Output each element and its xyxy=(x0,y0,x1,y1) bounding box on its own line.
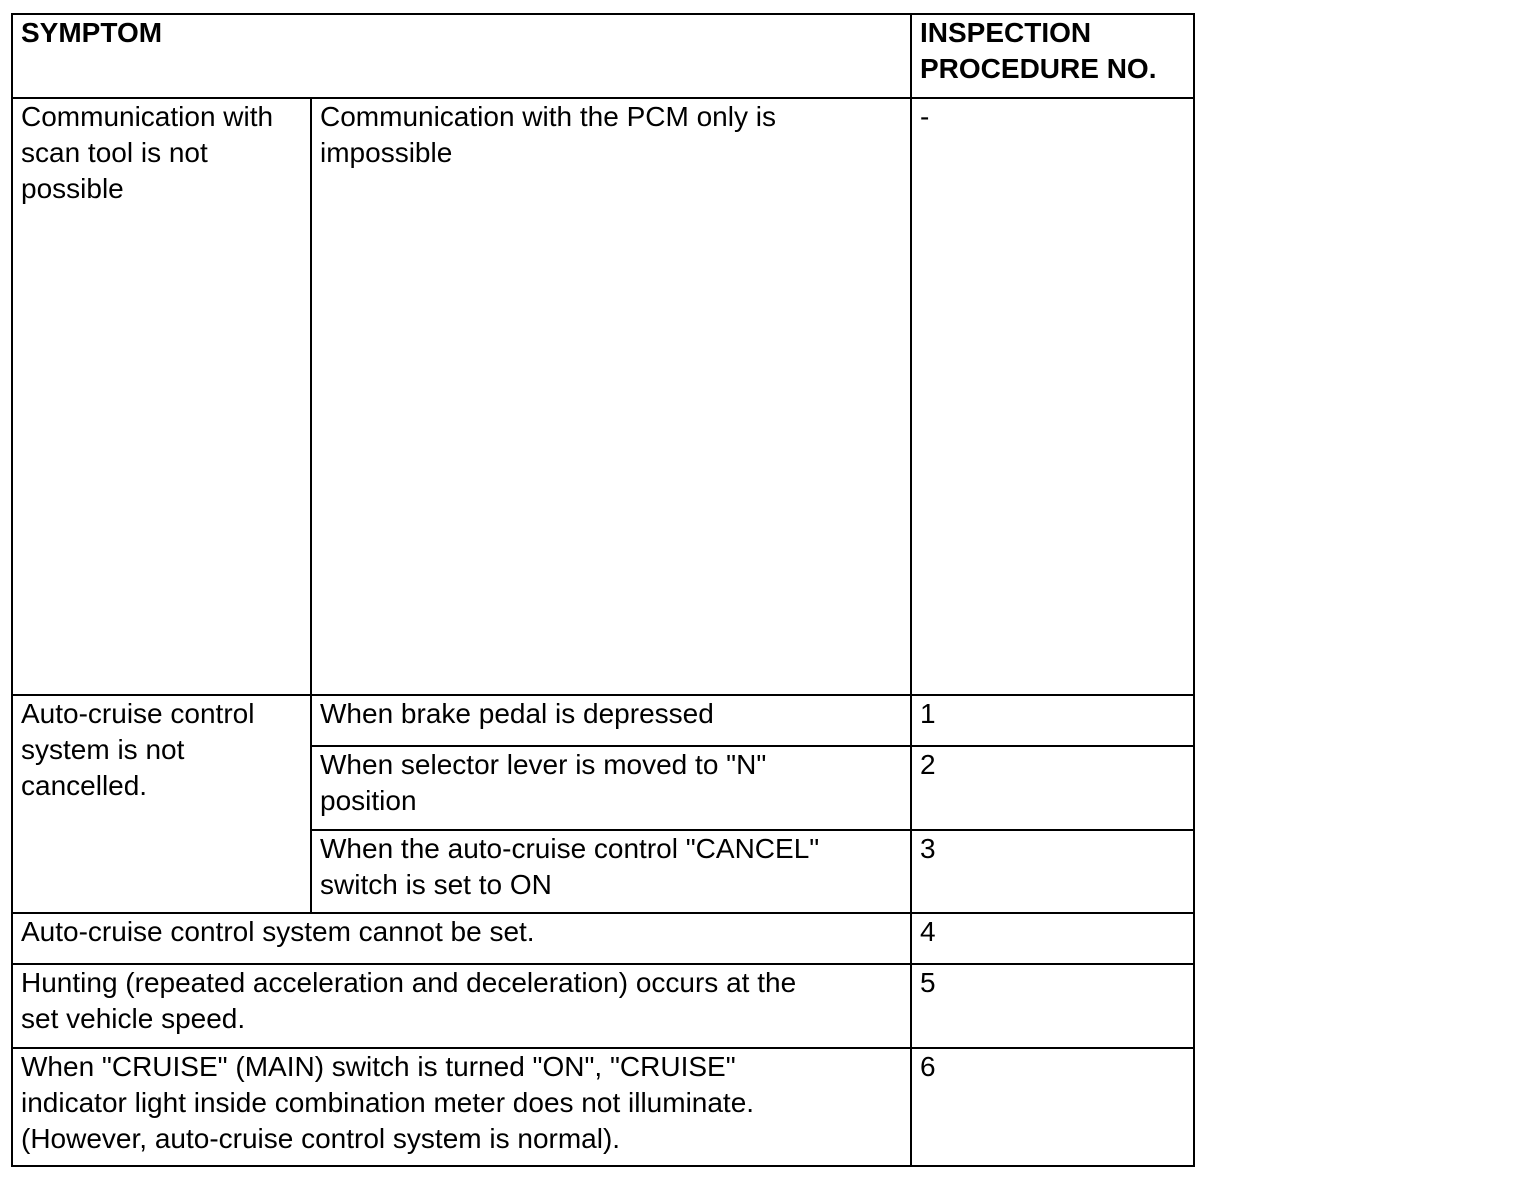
procedure-cell xyxy=(911,913,1194,964)
symptom-detail-text: When selector lever is moved to "N" position xyxy=(320,749,767,816)
procedure-number: 2 xyxy=(920,749,936,780)
table-row xyxy=(12,913,1194,964)
procedure-cell xyxy=(911,830,1194,913)
symptom-detail-text: When the auto-cruise control "CANCEL" switch is set to ON xyxy=(320,833,820,900)
procedure-number: 5 xyxy=(920,967,936,998)
procedure-cell xyxy=(911,964,1194,1048)
procedure-number: 4 xyxy=(920,916,936,947)
symptom-cell xyxy=(12,964,911,1048)
symptom-header-text: SYMPTOM xyxy=(21,17,163,48)
table-row xyxy=(12,695,1194,746)
symptom-detail-cell xyxy=(311,98,911,695)
procedure-number: - xyxy=(920,101,930,132)
table-row xyxy=(12,964,1194,1048)
table-row xyxy=(12,1048,1194,1166)
symptom-detail-text: Communication with the PCM only is impossible xyxy=(320,101,776,168)
symptom-detail-cell xyxy=(311,830,911,913)
procedure-number: 3 xyxy=(920,833,936,864)
table-row xyxy=(12,98,1194,695)
procedure-cell xyxy=(911,746,1194,830)
symptom-group-cell xyxy=(12,695,311,913)
symptom-table xyxy=(11,13,1195,1167)
symptom-text: Hunting (repeated acceleration and deceleration) occurs at the set vehicle speed. xyxy=(21,967,797,1034)
procedure-number: 1 xyxy=(920,698,936,729)
symptom-header xyxy=(12,14,911,98)
symptom-group-cell xyxy=(12,98,311,695)
procedure-cell xyxy=(911,695,1194,746)
symptom-text: Auto-cruise control system cannot be set. xyxy=(21,916,535,947)
procedure-header-text: INSPECTION PROCEDURE NO. xyxy=(920,17,1157,84)
procedure-cell xyxy=(911,1048,1194,1166)
procedure-header xyxy=(911,14,1194,98)
symptom-group-text: Communication with scan tool is not possible xyxy=(21,101,274,204)
symptom-detail-cell xyxy=(311,695,911,746)
symptom-text: When "CRUISE" (MAIN) switch is turned "ON", "CRUISE" indicator light inside combination meter does not illuminate. (However, auto-cruise control system is normal). xyxy=(21,1051,755,1154)
procedure-number: 6 xyxy=(920,1051,936,1082)
procedure-cell xyxy=(911,98,1194,695)
symptom-group-text: Auto-cruise control system is not cancelled. xyxy=(21,698,255,801)
symptom-detail-text: When brake pedal is depressed xyxy=(320,698,714,729)
symptom-cell xyxy=(12,1048,911,1166)
symptom-detail-cell xyxy=(311,746,911,830)
header-row xyxy=(12,14,1194,98)
symptom-cell xyxy=(12,913,911,964)
